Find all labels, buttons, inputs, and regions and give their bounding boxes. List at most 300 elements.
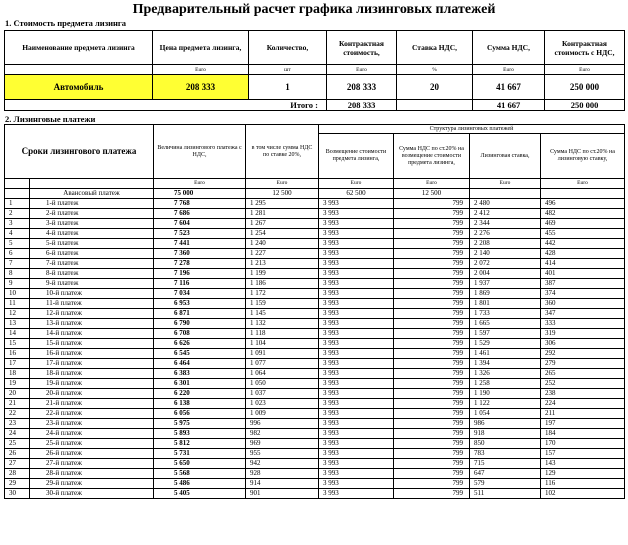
payment-label-cell: 26-й платеж — [30, 449, 154, 459]
payment-amount-cell: 5 731 — [154, 449, 246, 459]
payment-amount-cell: 6 708 — [154, 329, 246, 339]
reimbursement-vat-cell: 799 — [394, 359, 470, 369]
reimbursement-vat-cell: 799 — [394, 289, 470, 299]
reimbursement-vat-cell: 799 — [394, 449, 470, 459]
table-row — [5, 299, 625, 309]
lease-rate-vat-cell: 360 — [541, 299, 625, 309]
reimbursement-vat-cell: 799 — [394, 399, 470, 409]
reimbursement-vat-header: Сумма НДС по ст.20% на возмещение стоимости предмета лизинга, — [394, 134, 470, 179]
reimbursement-vat-cell: 799 — [394, 349, 470, 359]
reimbursement-vat-cell: 799 — [394, 459, 470, 469]
vat-included-cell: 1 267 — [246, 219, 319, 229]
unit-cell: Euro — [541, 179, 625, 189]
payment-amount-cell: 7 116 — [154, 279, 246, 289]
lease-rate-vat-cell: 116 — [541, 479, 625, 489]
reimbursement-vat-cell: 12 500 — [394, 189, 470, 199]
lease-rate-cell: 783 — [470, 449, 541, 459]
payment-amount-cell: 7 686 — [154, 209, 246, 219]
reimbursement-vat-cell: 799 — [394, 369, 470, 379]
asset-qty-header: Количество, — [249, 31, 327, 65]
reimbursement-vat-cell: 799 — [394, 309, 470, 319]
vat-included-cell: 1 199 — [246, 269, 319, 279]
payment-label-cell: 6-й платеж — [30, 249, 154, 259]
unit-cell: Euro — [473, 65, 545, 75]
vat-included-cell: 1 009 — [246, 409, 319, 419]
table-row — [5, 239, 625, 249]
payment-label-cell: 18-й платеж — [30, 369, 154, 379]
payment-amount-cell: 5 975 — [154, 419, 246, 429]
lease-rate-vat-cell: 252 — [541, 379, 625, 389]
unit-cell: Euro — [394, 179, 470, 189]
lease-rate-header: Лизинговая ставка, — [470, 134, 541, 179]
payment-label-cell: 14-й платеж — [30, 329, 154, 339]
amount-header: Величина лизингового платежа с НДС, — [154, 125, 246, 179]
vat-included-cell: 1 064 — [246, 369, 319, 379]
vat-included-cell: 1 281 — [246, 209, 319, 219]
lease-rate-vat-cell: 442 — [541, 239, 625, 249]
row-number-cell: 30 — [5, 489, 30, 499]
payment-label-cell: 22-й платеж — [30, 409, 154, 419]
reimbursement-cell: 3 993 — [319, 309, 394, 319]
page-title: Предварительный расчет графика лизинговых платежей — [132, 2, 496, 17]
lease-rate-vat-cell: 455 — [541, 229, 625, 239]
asset-vat-sum-cell: 41 667 — [473, 75, 545, 100]
payment-amount-cell: 5 405 — [154, 489, 246, 499]
vat-included-cell: 1 295 — [246, 199, 319, 209]
payment-label-cell: 23-й платеж — [30, 419, 154, 429]
row-number-cell: 23 — [5, 419, 30, 429]
lease-rate-cell: 918 — [470, 429, 541, 439]
reimbursement-vat-cell: 799 — [394, 229, 470, 239]
lease-rate-cell — [470, 189, 541, 199]
row-number-cell: 28 — [5, 469, 30, 479]
term-header: Сроки лизингового платежа — [5, 125, 154, 179]
payment-amount-cell: 6 220 — [154, 389, 246, 399]
payment-label-cell: Авансовый платеж — [30, 189, 154, 199]
reimbursement-cell: 3 993 — [319, 359, 394, 369]
lease-rate-cell: 1 190 — [470, 389, 541, 399]
table-row — [5, 259, 625, 269]
lease-rate-cell: 1 122 — [470, 399, 541, 409]
row-number-cell: 26 — [5, 449, 30, 459]
payment-amount-cell: 6 056 — [154, 409, 246, 419]
table-row — [5, 379, 625, 389]
table-row — [5, 229, 625, 239]
lease-rate-vat-cell: 374 — [541, 289, 625, 299]
asset-total-row — [5, 100, 625, 111]
vat-included-cell: 1 132 — [246, 319, 319, 329]
asset-vat-sum-header: Сумма НДС, — [473, 31, 545, 65]
lease-rate-cell: 1 937 — [470, 279, 541, 289]
payment-amount-cell: 7 034 — [154, 289, 246, 299]
row-number-cell: 22 — [5, 409, 30, 419]
payment-amount-cell: 6 464 — [154, 359, 246, 369]
asset-contract-vat-cell: 250 000 — [545, 75, 625, 100]
total-contract-vat-cell: 250 000 — [545, 100, 625, 111]
asset-vat-rate-header: Ставка НДС, — [397, 31, 473, 65]
table-row — [5, 329, 625, 339]
reimbursement-vat-cell: 799 — [394, 219, 470, 229]
payment-label-cell: 4-й платеж — [30, 229, 154, 239]
reimbursement-vat-cell: 799 — [394, 469, 470, 479]
vat-included-cell: 969 — [246, 439, 319, 449]
total-contract-cell: 208 333 — [327, 100, 397, 111]
lease-rate-vat-cell: 129 — [541, 469, 625, 479]
reimbursement-vat-cell: 799 — [394, 269, 470, 279]
payment-label-cell: 21-й платеж — [30, 399, 154, 409]
payment-label-cell: 11-й платеж — [30, 299, 154, 309]
vat-included-cell: 1 037 — [246, 389, 319, 399]
reimbursement-cell: 3 993 — [319, 299, 394, 309]
row-number-cell: 21 — [5, 399, 30, 409]
reimbursement-cell: 3 993 — [319, 329, 394, 339]
lease-rate-vat-cell: 347 — [541, 309, 625, 319]
table-row — [5, 439, 625, 449]
reimbursement-vat-cell: 799 — [394, 379, 470, 389]
payment-amount-cell: 7 441 — [154, 239, 246, 249]
lease-rate-vat-header: Сумма НДС по ст.20% на лизинговую ставку, — [541, 134, 625, 179]
structure-header: Структура лизинговых платежей — [319, 125, 625, 134]
row-number-cell: 14 — [5, 329, 30, 339]
asset-contract-header: Контрактная стоимость, — [327, 31, 397, 65]
payment-amount-cell: 6 301 — [154, 379, 246, 389]
vat-included-cell: 1 077 — [246, 359, 319, 369]
payment-label-cell: 9-й платеж — [30, 279, 154, 289]
vat-included-cell: 1 186 — [246, 279, 319, 289]
lease-rate-vat-cell: 306 — [541, 339, 625, 349]
unit-cell — [5, 65, 153, 75]
lease-rate-cell: 2 276 — [470, 229, 541, 239]
asset-header-row — [5, 31, 625, 65]
payment-amount-cell: 75 000 — [154, 189, 246, 199]
asset-name-header: Наименование предмета лизинга — [5, 31, 153, 65]
reimbursement-cell: 3 993 — [319, 259, 394, 269]
row-number-cell: 25 — [5, 439, 30, 449]
lease-rate-vat-cell: 102 — [541, 489, 625, 499]
payment-label-cell: 27-й платеж — [30, 459, 154, 469]
table-row — [5, 409, 625, 419]
reimbursement-vat-cell: 799 — [394, 489, 470, 499]
vat-included-cell: 901 — [246, 489, 319, 499]
section2-title: 2. Лизинговые платежи — [5, 114, 96, 124]
payment-amount-cell: 6 138 — [154, 399, 246, 409]
row-number-cell: 19 — [5, 379, 30, 389]
reimbursement-cell: 3 993 — [319, 209, 394, 219]
vat-included-cell: 955 — [246, 449, 319, 459]
lease-rate-vat-cell: 224 — [541, 399, 625, 409]
reimbursement-cell: 3 993 — [319, 419, 394, 429]
reimbursement-cell: 3 993 — [319, 449, 394, 459]
vat-included-cell: 1 023 — [246, 399, 319, 409]
row-number-cell: 17 — [5, 359, 30, 369]
lease-rate-cell: 1 054 — [470, 409, 541, 419]
unit-cell: Euro — [470, 179, 541, 189]
lease-rate-cell: 2 004 — [470, 269, 541, 279]
vat-included-cell: 1 227 — [246, 249, 319, 259]
row-number-cell: 7 — [5, 259, 30, 269]
payment-amount-cell: 6 871 — [154, 309, 246, 319]
vat-included-cell: 1 172 — [246, 289, 319, 299]
asset-name-cell: Автомобиль — [5, 75, 153, 100]
payment-amount-cell: 7 604 — [154, 219, 246, 229]
unit-blank-cell — [30, 179, 154, 189]
vat-included-cell: 1 213 — [246, 259, 319, 269]
lease-rate-vat-cell: 319 — [541, 329, 625, 339]
payments-units-row — [5, 179, 625, 189]
asset-data-row — [5, 75, 625, 100]
payment-amount-cell: 5 568 — [154, 469, 246, 479]
payment-label-cell: 10-й платеж — [30, 289, 154, 299]
asset-units-row — [5, 65, 625, 75]
reimbursement-vat-cell: 799 — [394, 419, 470, 429]
unit-cell: % — [397, 65, 473, 75]
reimbursement-cell: 3 993 — [319, 349, 394, 359]
payment-amount-cell: 5 812 — [154, 439, 246, 449]
row-number-cell: 15 — [5, 339, 30, 349]
lease-payments-table — [4, 124, 625, 499]
lease-rate-vat-cell: 414 — [541, 259, 625, 269]
vat-included-cell: 1 254 — [246, 229, 319, 239]
lease-rate-cell: 1 258 — [470, 379, 541, 389]
reimbursement-vat-cell: 799 — [394, 249, 470, 259]
vat-included-cell: 1 118 — [246, 329, 319, 339]
payment-amount-cell: 5 650 — [154, 459, 246, 469]
unit-cell: Euro — [545, 65, 625, 75]
reimbursement-vat-cell: 799 — [394, 479, 470, 489]
table-row — [5, 339, 625, 349]
vat-included-cell: 1 091 — [246, 349, 319, 359]
row-number-cell: 5 — [5, 239, 30, 249]
reimbursement-cell: 3 993 — [319, 239, 394, 249]
reimbursement-cell: 3 993 — [319, 389, 394, 399]
lease-rate-cell: 850 — [470, 439, 541, 449]
row-number-cell: 29 — [5, 479, 30, 489]
payment-label-cell: 15-й платеж — [30, 339, 154, 349]
reimbursement-header: Возмещение стоимости предмета лизинга, — [319, 134, 394, 179]
reimbursement-cell: 3 993 — [319, 379, 394, 389]
lease-rate-vat-cell: 197 — [541, 419, 625, 429]
vat-included-cell: 942 — [246, 459, 319, 469]
reimbursement-cell: 3 993 — [319, 269, 394, 279]
lease-rate-cell: 1 801 — [470, 299, 541, 309]
asset-price-header: Цена предмета лизинга, — [153, 31, 249, 65]
lease-rate-cell: 1 597 — [470, 329, 541, 339]
reimbursement-cell: 3 993 — [319, 479, 394, 489]
vat-included-cell: 1 050 — [246, 379, 319, 389]
table-row — [5, 399, 625, 409]
lease-rate-vat-cell: 279 — [541, 359, 625, 369]
payment-label-cell: 13-й платеж — [30, 319, 154, 329]
reimbursement-cell: 3 993 — [319, 369, 394, 379]
payment-label-cell: 24-й платеж — [30, 429, 154, 439]
lease-rate-cell: 2 072 — [470, 259, 541, 269]
reimbursement-cell: 3 993 — [319, 409, 394, 419]
vat-included-cell: 928 — [246, 469, 319, 479]
asset-contract-vat-header: Контрактная стоимость с НДС, — [545, 31, 625, 65]
reimbursement-vat-cell: 799 — [394, 319, 470, 329]
lease-rate-cell: 647 — [470, 469, 541, 479]
payment-label-cell: 25-й платеж — [30, 439, 154, 449]
payment-amount-cell: 6 790 — [154, 319, 246, 329]
payment-label-cell: 3-й платеж — [30, 219, 154, 229]
payment-label-cell: 12-й платеж — [30, 309, 154, 319]
reimbursement-cell: 3 993 — [319, 469, 394, 479]
row-number-cell: 6 — [5, 249, 30, 259]
reimbursement-cell: 3 993 — [319, 219, 394, 229]
row-number-cell: 24 — [5, 429, 30, 439]
payment-label-cell: 17-й платеж — [30, 359, 154, 369]
reimbursement-vat-cell: 799 — [394, 329, 470, 339]
total-empty-cell — [397, 100, 473, 111]
reimbursement-cell: 62 500 — [319, 189, 394, 199]
section1-title: 1. Стоимость предмета лизинга — [5, 18, 127, 28]
row-number-cell: 27 — [5, 459, 30, 469]
payment-amount-cell: 5 486 — [154, 479, 246, 489]
payments-header-row-1 — [5, 125, 625, 134]
reimbursement-cell: 3 993 — [319, 279, 394, 289]
lease-rate-vat-cell: 238 — [541, 389, 625, 399]
asset-price-cell: 208 333 — [153, 75, 249, 100]
reimbursement-vat-cell: 799 — [394, 409, 470, 419]
payment-amount-cell: 7 360 — [154, 249, 246, 259]
row-number-cell: 9 — [5, 279, 30, 289]
payment-label-cell: 5-й платеж — [30, 239, 154, 249]
table-row — [5, 279, 625, 289]
lease-rate-cell: 1 733 — [470, 309, 541, 319]
lease-rate-cell: 1 529 — [470, 339, 541, 349]
lease-rate-vat-cell: 143 — [541, 459, 625, 469]
reimbursement-vat-cell: 799 — [394, 439, 470, 449]
reimbursement-vat-cell: 799 — [394, 199, 470, 209]
lease-rate-cell: 2 140 — [470, 249, 541, 259]
lease-rate-cell: 2 208 — [470, 239, 541, 249]
reimbursement-vat-cell: 799 — [394, 339, 470, 349]
table-row — [5, 269, 625, 279]
reimbursement-cell: 3 993 — [319, 319, 394, 329]
lease-rate-vat-cell — [541, 189, 625, 199]
lease-rate-cell: 1 869 — [470, 289, 541, 299]
payment-amount-cell: 6 953 — [154, 299, 246, 309]
lease-rate-vat-cell: 428 — [541, 249, 625, 259]
payment-amount-cell: 7 196 — [154, 269, 246, 279]
lease-rate-cell: 715 — [470, 459, 541, 469]
lease-rate-cell: 1 665 — [470, 319, 541, 329]
payment-label-cell: 1-й платеж — [30, 199, 154, 209]
row-number-cell: 11 — [5, 299, 30, 309]
table-row — [5, 359, 625, 369]
row-number-cell: 16 — [5, 349, 30, 359]
payment-rows — [5, 199, 625, 499]
asset-qty-cell: 1 — [249, 75, 327, 100]
unit-cell: Euro — [246, 179, 319, 189]
lease-rate-vat-cell: 387 — [541, 279, 625, 289]
row-number-cell: 18 — [5, 369, 30, 379]
unit-cell: Euro — [154, 179, 246, 189]
advance-payment-row — [5, 189, 625, 199]
lease-rate-vat-cell: 265 — [541, 369, 625, 379]
vat-included-cell: 982 — [246, 429, 319, 439]
vat-included-cell: 1 104 — [246, 339, 319, 349]
row-number-cell: 2 — [5, 209, 30, 219]
lease-rate-cell: 1 394 — [470, 359, 541, 369]
lease-rate-cell: 511 — [470, 489, 541, 499]
lease-rate-cell: 1 461 — [470, 349, 541, 359]
lease-rate-cell: 2 480 — [470, 199, 541, 209]
payment-amount-cell: 7 523 — [154, 229, 246, 239]
reimbursement-vat-cell: 799 — [394, 279, 470, 289]
table-row — [5, 459, 625, 469]
lease-rate-vat-cell: 401 — [541, 269, 625, 279]
table-row — [5, 309, 625, 319]
reimbursement-vat-cell: 799 — [394, 209, 470, 219]
lease-rate-vat-cell: 184 — [541, 429, 625, 439]
reimbursement-cell: 3 993 — [319, 199, 394, 209]
lease-rate-vat-cell: 211 — [541, 409, 625, 419]
table-row — [5, 479, 625, 489]
table-row — [5, 289, 625, 299]
unit-blank-cell — [5, 179, 30, 189]
asset-contract-cell: 208 333 — [327, 75, 397, 100]
vat-included-header: в том числе сумма НДС по ставке 20%, — [246, 125, 319, 179]
asset-cost-table — [4, 30, 625, 111]
table-row — [5, 389, 625, 399]
table-row — [5, 249, 625, 259]
payment-amount-cell: 5 893 — [154, 429, 246, 439]
lease-rate-vat-cell: 333 — [541, 319, 625, 329]
reimbursement-cell: 3 993 — [319, 459, 394, 469]
row-number-cell: 3 — [5, 219, 30, 229]
vat-included-cell: 1 145 — [246, 309, 319, 319]
lease-rate-vat-cell: 157 — [541, 449, 625, 459]
payment-label-cell: 28-й платеж — [30, 469, 154, 479]
lease-rate-vat-cell: 170 — [541, 439, 625, 449]
reimbursement-cell: 3 993 — [319, 489, 394, 499]
reimbursement-cell: 3 993 — [319, 249, 394, 259]
vat-included-cell: 1 159 — [246, 299, 319, 309]
payment-label-cell: 30-й платеж — [30, 489, 154, 499]
row-number-cell: 10 — [5, 289, 30, 299]
payment-label-cell: 19-й платеж — [30, 379, 154, 389]
vat-included-cell: 12 500 — [246, 189, 319, 199]
row-number-cell: 4 — [5, 229, 30, 239]
reimbursement-vat-cell: 799 — [394, 259, 470, 269]
payment-label-cell: 20-й платеж — [30, 389, 154, 399]
table-row — [5, 209, 625, 219]
payment-label-cell: 29-й платеж — [30, 479, 154, 489]
vat-included-cell: 914 — [246, 479, 319, 489]
lease-rate-cell: 2 344 — [470, 219, 541, 229]
reimbursement-cell: 3 993 — [319, 429, 394, 439]
table-row — [5, 219, 625, 229]
table-row — [5, 349, 625, 359]
row-number-cell: 20 — [5, 389, 30, 399]
payment-amount-cell: 7 768 — [154, 199, 246, 209]
reimbursement-cell: 3 993 — [319, 399, 394, 409]
reimbursement-vat-cell: 799 — [394, 429, 470, 439]
table-row — [5, 469, 625, 479]
total-vat-cell: 41 667 — [473, 100, 545, 111]
reimbursement-cell: 3 993 — [319, 439, 394, 449]
row-number-cell: 13 — [5, 319, 30, 329]
payment-amount-cell: 6 383 — [154, 369, 246, 379]
lease-rate-vat-cell: 292 — [541, 349, 625, 359]
lease-rate-cell: 2 412 — [470, 209, 541, 219]
table-row — [5, 419, 625, 429]
vat-included-cell: 1 240 — [246, 239, 319, 249]
table-row — [5, 199, 625, 209]
lease-rate-cell: 1 326 — [470, 369, 541, 379]
row-number-cell: 8 — [5, 269, 30, 279]
